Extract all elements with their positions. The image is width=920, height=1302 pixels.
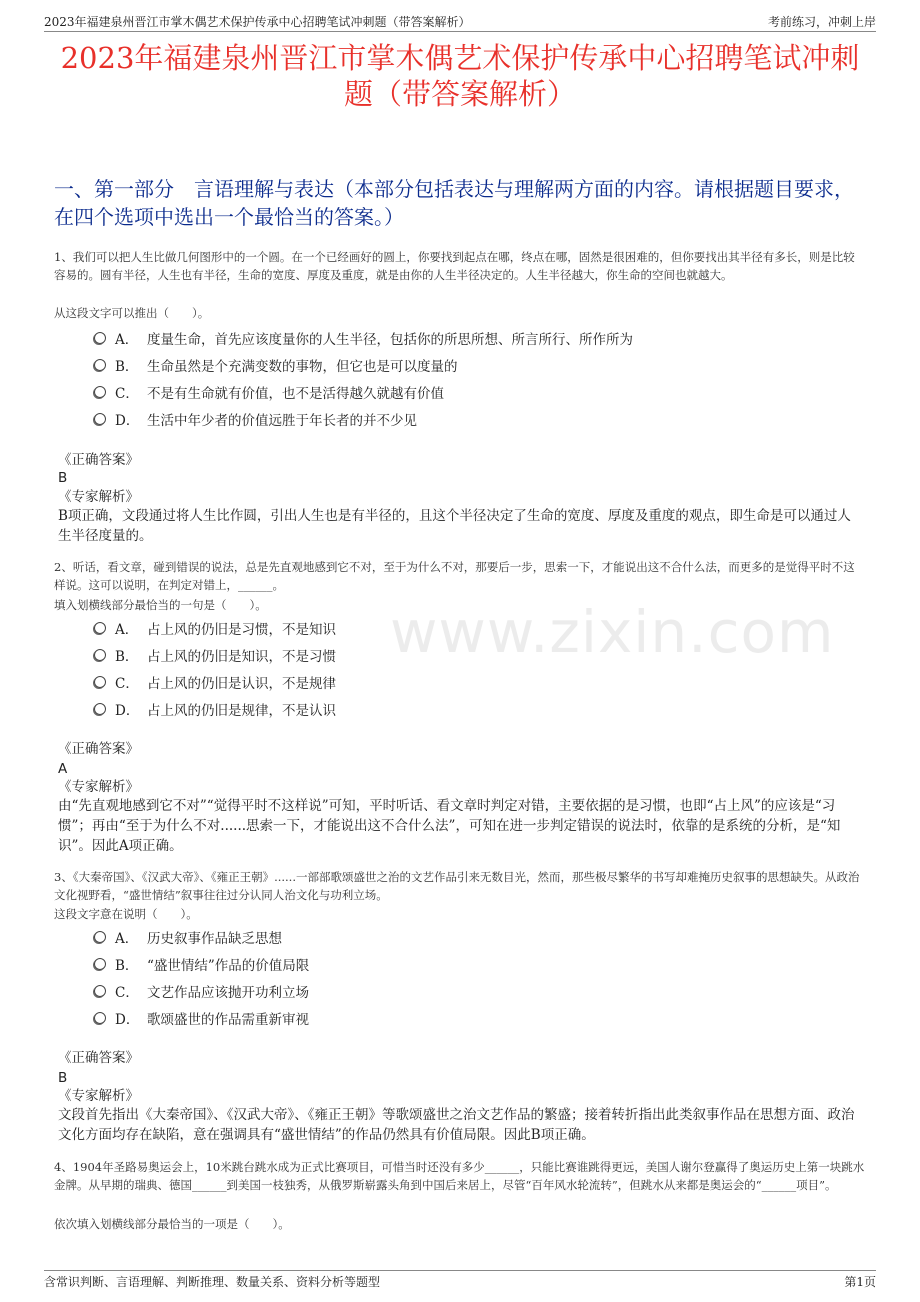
radio-icon[interactable] [94,413,106,425]
question-4-prompt: 依次填入划横线部分最恰当的一项是（ ）。 [54,1217,290,1231]
radio-icon[interactable] [94,359,106,371]
document-title: 2023年福建泉州晋江市掌木偶艺术保护传承中心招聘笔试冲刺题（带答案解析） [60,41,860,111]
watermark: www.zixin.com [390,598,835,666]
question-2-option-b[interactable]: B． 占上风的仍旧是知识，不是习惯 [94,641,834,668]
analysis-label: 《专家解析》 [58,1088,139,1104]
question-1-answer: B [58,470,68,486]
radio-icon[interactable] [94,931,106,943]
question-1-text: 1、我们可以把人生比做几何图形中的一个圆。在一个已经画好的圆上，你要找到起点在哪，终点在哪，固然是很困难的，但你要找出其半径有多长，则是比较容易的。圆有半径，人生也有半径，生命的宽度、厚度及重度，就是由你的人生半径决定的。人生半径越大，你生命的空间也就越大。 [54,250,855,282]
question-1-options [94,324,834,432]
question-1-option-b[interactable]: B． 生命虽然是个充满变数的事物，但它也是可以度量的 [94,351,834,378]
question-1-option-d[interactable]: D． 生活中年少者的价值远胜于年长者的并不少见 [94,405,834,432]
radio-icon[interactable] [94,985,106,997]
radio-icon[interactable] [94,622,106,634]
page-footer [44,1270,876,1289]
answer-label: 《正确答案》 [58,452,139,468]
question-2-text: 2、听话，看文章，碰到错误的说法，总是先直观地感到它不对，至于为什么不对，那要后一步，思索一下，才能说出这不合什么法，而更多的是觉得平时不这样说。这可以说明，在判定对错上，______。 [54,560,855,592]
question-2-option-d[interactable]: D． 占上风的仍旧是规律，不是认识 [94,695,834,722]
radio-icon[interactable] [94,703,106,715]
question-1-option-c[interactable]: C． 不是有生命就有价值，也不是活得越久就越有价值 [94,378,834,405]
question-3-prompt: 这段文字意在说明（ ）。 [54,907,198,921]
question-1-prompt: 从这段文字可以推出（ ）。 [54,306,210,320]
question-1-option-a[interactable]: A． 度量生命，首先应该度量你的人生半径，包括你的所思所想、所言所行、所作所为 [94,324,834,351]
question-2-prompt: 填入划横线部分最恰当的一句是（ ）。 [54,598,267,612]
question-3-text: 3、《大秦帝国》、《汉武大帝》、《雍正王朝》......一部部歌颂盛世之治的文艺作品引来无数目光，然而，那些极尽繁华的书写却难掩历史叙事的思想缺失。从政治文化视野看，“盛世情结”叙事往往过分认同人治文化与功利立场。 [54,870,860,902]
question-3-option-a[interactable]: A． 历史叙事作品缺乏思想 [94,923,834,950]
radio-icon[interactable] [94,676,106,688]
answer-label: 《正确答案》 [58,1050,139,1066]
header-slogan: 考前练习，冲刺上岸 [767,15,876,29]
section-heading: 一、第一部分 言语理解与表达（本部分包括表达与理解两方面的内容。请根据题目要求，在四个选项中选出一个最恰当的答案。） [54,177,854,229]
header-doc-title: 2023年福建泉州晋江市掌木偶艺术保护传承中心招聘笔试冲刺题（带答案解析） [44,15,471,29]
question-2-options [94,614,834,722]
analysis-label: 《专家解析》 [58,489,139,505]
radio-icon[interactable] [94,649,106,661]
question-3-option-d[interactable]: D． 歌颂盛世的作品需重新审视 [94,1004,834,1031]
question-3-analysis: 文段首先指出《大秦帝国》、《汉武大帝》、《雍正王朝》等歌颂盛世之治文艺作品的繁盛；接着转折指出此类叙事作品在思想方面、政治文化方面均存在缺陷，意在强调具有“盛世情结”的作品仍然具有价值局限。因此B项正确。 [58,1107,855,1143]
analysis-label: 《专家解析》 [58,779,139,795]
radio-icon[interactable] [94,386,106,398]
question-2-analysis: 由“先直观地感到它不对”“觉得平时不这样说”可知，平时听话、看文章时判定对错，主要依据的是习惯，也即“占上风”的应该是“习惯”；再由“至于为什么不对......思索一下，才能说出这不合什么法”，可知在进一步判定错误的说法时，依靠的是系统的分析，是“知识”。因此A项正确。 [58,798,841,854]
question-3-answer: B [58,1070,68,1086]
radio-icon[interactable] [94,1012,106,1024]
page-number: 第1页 [844,1275,876,1289]
radio-icon[interactable] [94,332,106,344]
question-2-option-a[interactable]: A． 占上风的仍旧是习惯，不是知识 [94,614,834,641]
radio-icon[interactable] [94,958,106,970]
footer-question-types: 含常识判断、言语理解、判断推理、数量关系、资料分析等题型 [44,1275,381,1289]
answer-label: 《正确答案》 [58,741,139,757]
question-1-analysis: B项正确，文段通过将人生比作圆，引出人生也是有半径的，且这个半径决定了生命的宽度、厚度及重度的观点，即生命是可以通过人生半径度量的。 [58,508,851,544]
question-2-option-c[interactable]: C． 占上风的仍旧是认识，不是规律 [94,668,834,695]
question-3-options [94,923,834,1031]
question-2-answer: A [58,761,68,777]
question-3-option-c[interactable]: C． 文艺作品应该抛开功利立场 [94,977,834,1004]
page-header [44,11,876,32]
question-4-text: 4、1904年圣路易奥运会上，10米跳台跳水成为正式比赛项目，可惜当时还没有多少______，只能比赛谁跳得更远，美国人谢尔登赢得了奥运历史上第一块跳水金牌。从早期的瑞典、德国______到美国一枝独秀，从俄罗斯崭露头角到中国后来居上，尽管“百年风水轮流转”，但跳水从来都是奥运会的“______项目”。 [54,1160,865,1192]
question-3-option-b[interactable]: B． “盛世情结”作品的价值局限 [94,950,834,977]
